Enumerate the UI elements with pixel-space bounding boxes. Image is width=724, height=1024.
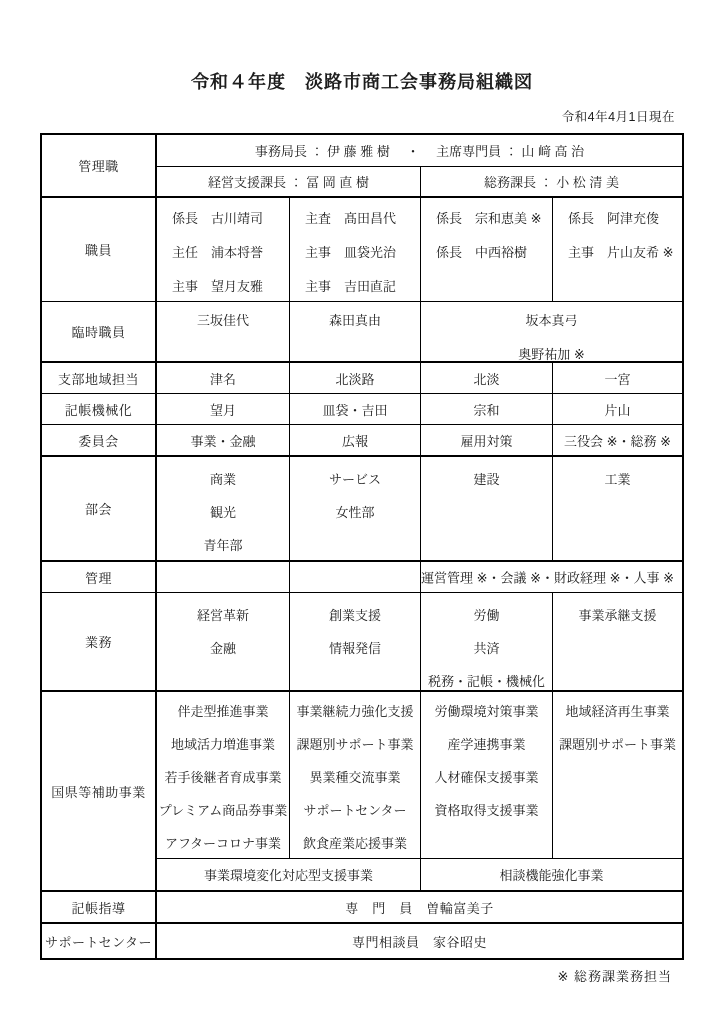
staff-entry: 係長 宗和恵美 ※ [436, 210, 542, 226]
hojo-entry: 人材確保支援事業 [434, 770, 539, 785]
staff-entry: 森田真由 [328, 312, 381, 328]
cell-hojo-sub-left: 事業環境変化対応型支援事業 [203, 868, 373, 883]
row-label-iinkai: 委員会 [42, 425, 157, 455]
cell-keiei-kacho: 経営支援課長 ： 冨 岡 直 樹 [207, 175, 370, 190]
cell-hojo-3 [420, 692, 552, 858]
gyomu-entry: 創業支援 [328, 608, 381, 623]
cell-somu-kacho: 総務課長 ： 小 松 清 美 [420, 167, 682, 196]
cell-rinji-1 [157, 302, 289, 361]
hojo-entry: 資格取得支援事業 [434, 803, 539, 818]
cell-kanri-34 [420, 562, 682, 592]
row-kicho-kikaika [42, 393, 682, 424]
cell-iinkai-2: 広報 [289, 425, 420, 455]
row-label-hojo: 国県等補助事業 [42, 692, 157, 890]
row-kicho-shido [42, 890, 682, 922]
org-chart-table [40, 133, 684, 960]
cell-rinji-2 [289, 302, 420, 361]
bukai-entry: 女性部 [335, 505, 375, 520]
row-kanrishoku [42, 135, 682, 196]
kanri-duties-text: 運営管理 ※・会議 ※・財政経理 ※・人事 ※ [421, 570, 675, 586]
cell-bukai-2 [289, 457, 420, 560]
row-label-rinji: 臨時職員 [42, 302, 157, 361]
staff-entry: 坂本真弓 [525, 312, 578, 328]
bukai-entry: 建設 [473, 472, 500, 487]
hojo-entry: 労働環境対策事業 [434, 704, 539, 719]
page-title: 令和４年度 淡路市商工会事務局組織図 [191, 72, 533, 92]
hojo-entry: 飲食産業応援事業 [302, 836, 407, 851]
cell-kikaika-1: 望月 [209, 402, 236, 418]
row-rinji-shokuin [42, 301, 682, 361]
cell-shibu-3: 北淡 [420, 363, 552, 393]
cell-gyomu-4 [552, 593, 682, 690]
row-label-kicho-kikaika: 記帳機械化 [42, 394, 157, 424]
staff-entry: 奥野祐加 ※ [518, 346, 585, 362]
cell-shokuin-ichinomiya [552, 198, 682, 301]
hojo-entry: 地域経済再生事業 [565, 704, 670, 719]
gyomu-entry: 経営革新 [196, 608, 249, 623]
bukai-entry: 観光 [209, 505, 236, 520]
gyomu-entry: 情報発信 [328, 641, 381, 656]
cell-kikaika-2: 皿袋・吉田 [289, 394, 420, 424]
staff-entry: 係長 古川靖司 [172, 210, 264, 226]
cell-shokuin-hokudanro [289, 198, 420, 301]
hojo-entry: 異業種交流事業 [309, 770, 401, 785]
cell-rinji-34 [420, 302, 682, 361]
cell-iinkai-1: 事業・金融 [190, 433, 256, 449]
cell-kanri-2 [289, 562, 420, 592]
cell-bukai-4 [552, 457, 682, 560]
staff-entry: 主任 浦本将誉 [172, 244, 264, 260]
row-label-bukai: 部会 [42, 457, 157, 560]
cell-bukai-3 [420, 457, 552, 560]
cell-director: 事務局長 ： 伊 藤 雅 樹 ・ 主席専門員 ： 山 﨑 高 治 [157, 135, 682, 167]
row-label-kanri: 管理 [42, 562, 157, 592]
staff-entry: 主査 髙田昌代 [305, 210, 397, 226]
footnote: ※ 総務課業務担当 [557, 969, 672, 984]
as-of-date: 令和4年4月1日現在 [561, 110, 675, 124]
row-label-kicho-shido: 記帳指導 [42, 892, 157, 922]
bukai-entry: 工業 [604, 472, 631, 487]
row-shibu-chiiki [42, 361, 682, 393]
cell-shokuin-hokudan [420, 198, 552, 301]
bukai-entry: サービス [328, 472, 381, 487]
cell-shibu-4: 一宮 [552, 363, 682, 393]
cell-hojo-1 [157, 692, 289, 858]
staff-entry: 係長 中西裕樹 [436, 244, 528, 260]
gyomu-entry: 共済 [473, 641, 500, 656]
cell-gyomu-1 [157, 593, 289, 690]
cell-kikaika-3: 宗和 [420, 394, 552, 424]
hojo-entry: 課題別サポート事業 [558, 737, 676, 752]
cell-shibu-1: 津名 [209, 371, 236, 387]
hojo-entry: 産学連携事業 [447, 737, 526, 752]
staff-entry: 係長 阿津充俊 [568, 210, 660, 226]
hojo-entry: アフターコロナ事業 [164, 836, 282, 851]
row-label-shokuin: 職員 [42, 198, 157, 301]
hojo-entry: 若手後継者育成事業 [164, 770, 282, 785]
cell-hojo-2 [289, 692, 420, 858]
row-kanri [42, 560, 682, 592]
cell-gyomu-2 [289, 593, 420, 690]
row-label-kanrishoku: 管理職 [42, 135, 157, 196]
gyomu-entry: 事業承継支援 [578, 608, 657, 623]
staff-entry: 三坂佳代 [196, 312, 249, 328]
staff-entry: 主事 吉田直記 [305, 278, 397, 294]
cell-iinkai-3: 雇用対策 [420, 425, 552, 455]
cell-kanri-1 [157, 562, 289, 592]
gyomu-entry: 金融 [209, 641, 236, 656]
cell-kicho-shido: 専 門 員 曽輪富美子 [345, 900, 494, 916]
hojo-entry: 地域活力増進事業 [170, 737, 275, 752]
row-support-center [42, 922, 682, 958]
bukai-entry: 青年部 [203, 538, 243, 553]
row-gyomu [42, 592, 682, 690]
hojo-entry: 課題別サポート事業 [296, 737, 414, 752]
staff-entry: 主事 片山友希 ※ [568, 244, 674, 260]
staff-entry: 主事 望月友雅 [172, 278, 264, 294]
row-iinkai [42, 424, 682, 455]
bukai-entry: 商業 [209, 472, 236, 487]
cell-shibu-2: 北淡路 [289, 363, 420, 393]
hojo-entry: 伴走型推進事業 [177, 704, 269, 719]
row-bukai [42, 455, 682, 560]
row-label-support: サポートセンター [42, 924, 157, 958]
hojo-entry: プレミアム商品券事業 [158, 803, 288, 818]
row-label-shibu: 支部地域担当 [42, 363, 157, 393]
hojo-entry: サポートセンター [303, 803, 407, 818]
cell-support-center: 専門相談員 家谷昭史 [351, 934, 487, 950]
hojo-entry: 事業継続力強化支援 [296, 704, 414, 719]
gyomu-entry: 労働 [473, 608, 500, 623]
staff-entry: 主事 皿袋光治 [305, 244, 397, 260]
cell-bukai-1 [157, 457, 289, 560]
cell-kikaika-4: 片山 [552, 394, 682, 424]
row-label-gyomu: 業務 [42, 593, 157, 690]
cell-hojo-4 [552, 692, 682, 858]
cell-iinkai-4: 三役会 ※・総務 ※ [552, 425, 682, 455]
cell-shokuin-tsuna [157, 198, 289, 301]
row-shokuin [42, 196, 682, 301]
gyomu-entry: 税務・記帳・機械化 [427, 674, 545, 689]
cell-gyomu-3 [420, 593, 552, 690]
row-hojo-jigyo [42, 690, 682, 890]
cell-hojo-sub-right: 相談機能強化事業 [420, 859, 682, 890]
